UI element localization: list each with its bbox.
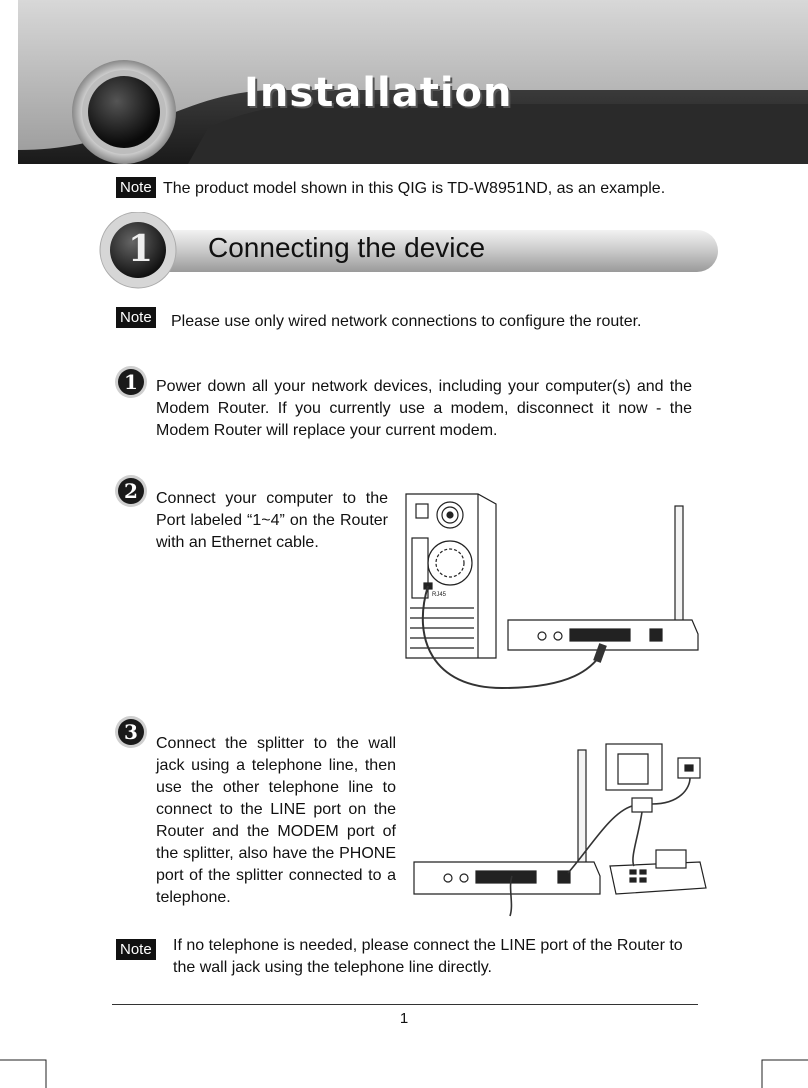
section-note-text: Please use only wired network connections to configure the router. <box>171 313 642 330</box>
step-3-text: Connect the splitter to the wall jack using a telephone line, then use the other telephone line to connect to the LINE port on the Router and the MODEM port of the splitter, also have the PHONE port of the splitter connected to a telephone. <box>156 735 396 906</box>
section-number: 1 <box>128 228 154 270</box>
page-number: 1 <box>399 1010 409 1027</box>
figure-splitter-router-phone <box>410 738 710 918</box>
crop-mark-left <box>0 1058 50 1088</box>
final-note <box>116 941 156 959</box>
intro-note-text: The product model shown in this QIG is TD-W8951ND, as an example. <box>163 180 666 197</box>
step-2-text: Connect your computer to the Port labeled “1~4” on the Router with an Ethernet cable. <box>156 490 388 551</box>
crop-mark-right <box>758 1058 808 1088</box>
splitter-illustration <box>606 744 662 812</box>
rj45-label: RJ45 <box>432 592 447 598</box>
wall-jack-icon <box>678 758 700 778</box>
step-2-number: 2 <box>124 479 138 503</box>
section-title: Connecting the device <box>208 232 486 263</box>
router-illustration <box>414 750 600 894</box>
footer-rule <box>112 1004 698 1005</box>
intro-note <box>116 179 156 197</box>
router-illustration <box>508 506 698 650</box>
step-1-number: 1 <box>124 370 138 394</box>
step-3-number: 3 <box>124 720 138 744</box>
section-note <box>116 309 156 327</box>
step-1-text: Power down all your network devices, including your computer(s) and the Modem Router. If you currently use a modem, disconnect it now - the Modem Router will replace your current modem. <box>156 378 692 439</box>
note-badge: Note <box>116 177 156 198</box>
page-title: Installation <box>244 70 513 116</box>
final-note-text: If no telephone is needed, please connect the LINE port of the Router to the wall jack using the telephone line directly. <box>173 937 683 976</box>
telephone-illustration <box>610 850 706 894</box>
telephone-lines <box>510 778 690 916</box>
figure-computer-router <box>402 488 702 698</box>
computer-tower-illustration <box>406 494 496 658</box>
note-badge: Note <box>116 939 156 960</box>
note-badge: Note <box>116 307 156 328</box>
